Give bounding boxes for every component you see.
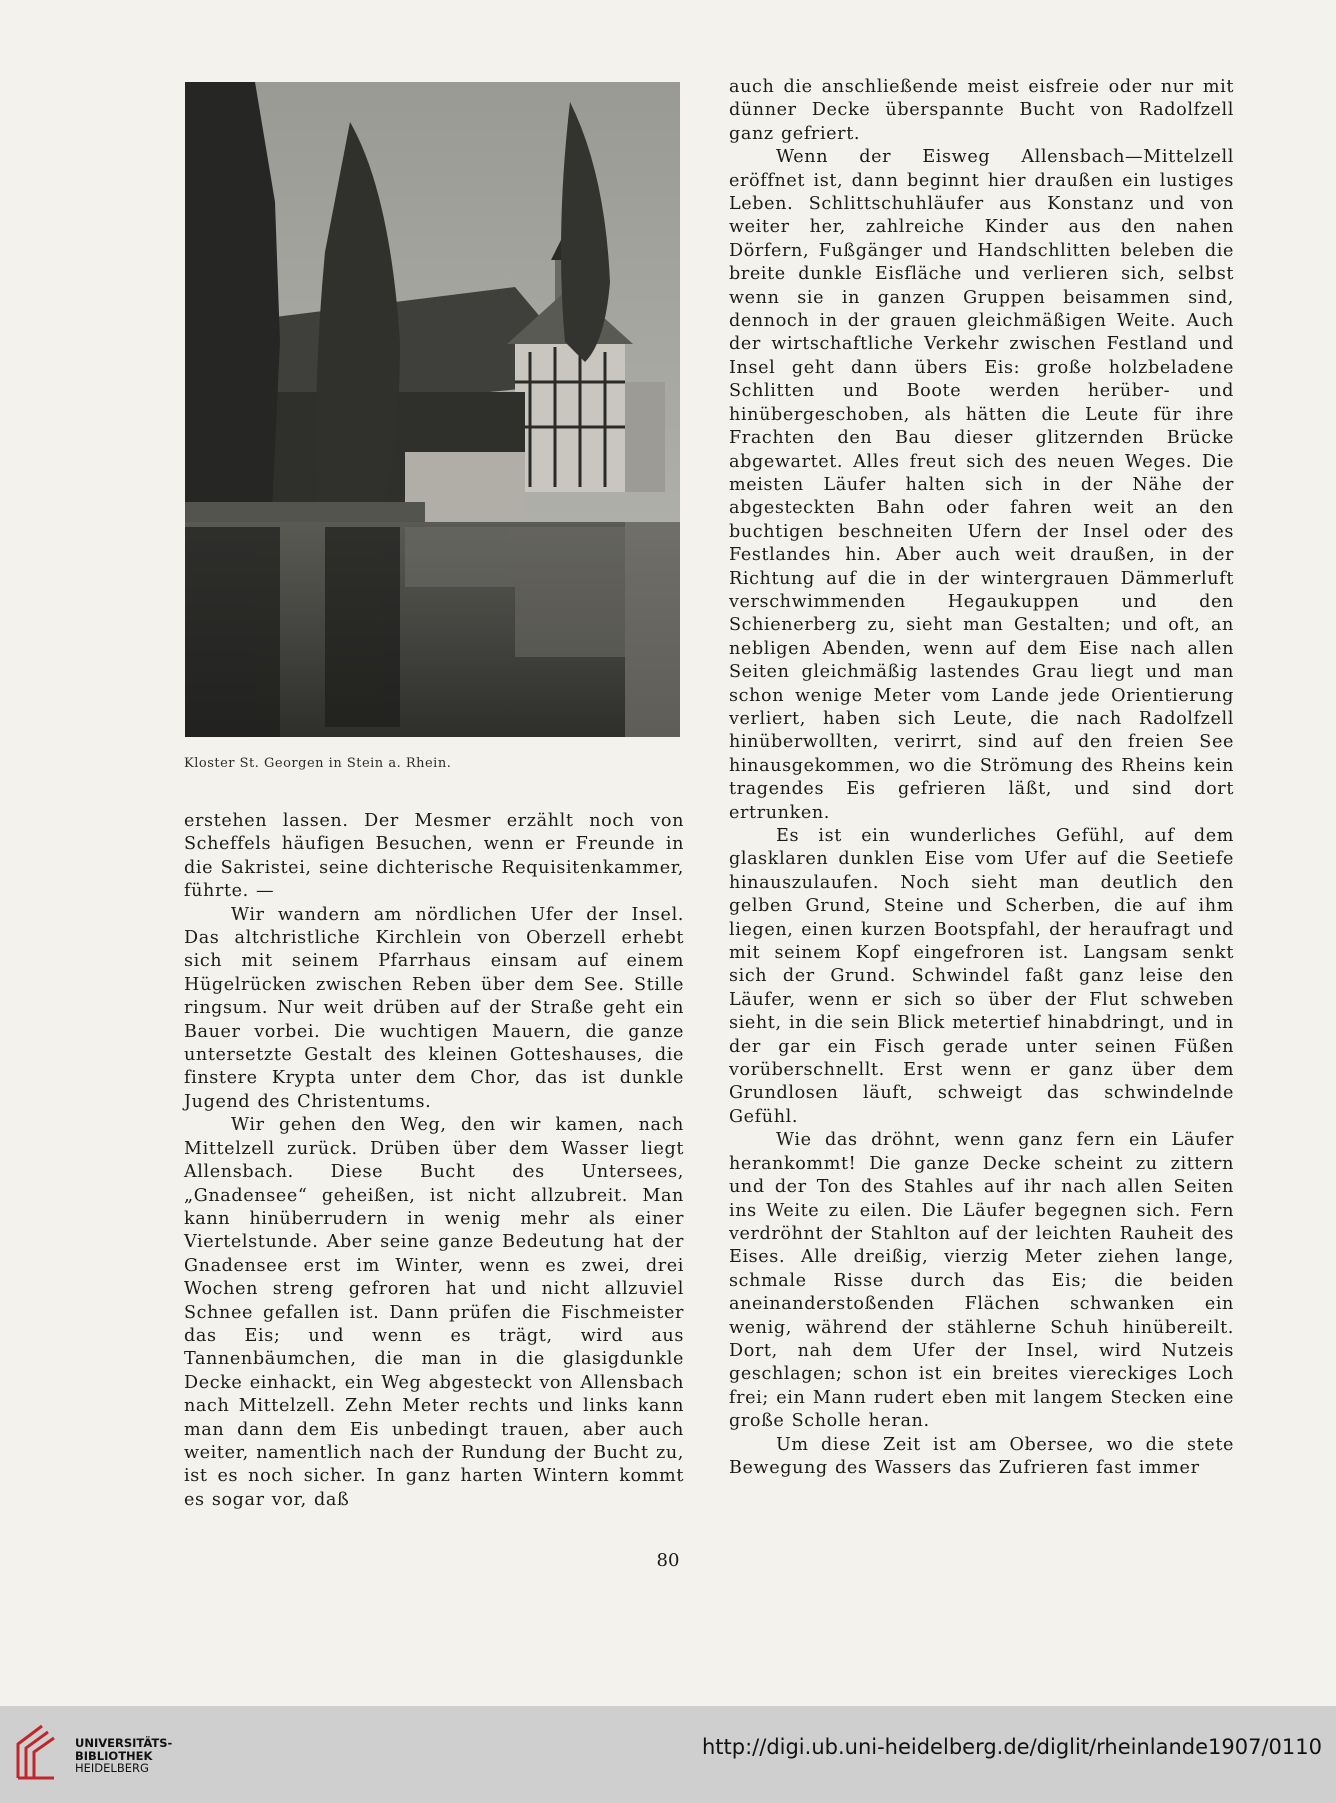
monastery-photo bbox=[185, 82, 680, 737]
paragraph: Wie das dröhnt, wenn ganz fern ein Läufer herankommt! Die ganze Decke scheint zu zittern und der Ton des Stahles auf ihr nach allen Seiten ins Weite zu eilen. Die Läufer begegnen sich. Fern verdröhnt der Stahlton auf der leichten Rauheit des Eises. Alle dreißig, vierzig Meter ziehen lange, schmale Risse durch das Eis; die beiden aneinanderstoßenden Flächen schwanken ein wenig, während der stählerne Schuh hinübereilt. Dort, nah dem Ufer der Insel, wird Nutzeis geschlagen; schon ist ein breites viereckiges Loch frei; ein Mann rudert eben mit langem Stecken eine große Scholle heran. bbox=[729, 1130, 1234, 1432]
library-name-line: UNIVERSITÄTS- bbox=[75, 1736, 173, 1750]
paragraph: Wenn der Eisweg Allensbach—Mittelzell eröffnet ist, dann beginnt hier draußen ein lustiges Leben. Schlittschuhläufer aus Konstanz und von weiter her, zahlreiche Kinder aus den nahen Dörfern, Fußgänger und Handschlitten beleben die breite dunkle Eisfläche und verlieren sich, selbst wenn sie in ganzen Gruppen beisammen sind, dennoch in der grauen gleichmäßigen Weite. Auch der wirtschaftliche Verkehr zwischen Festland und Insel geht dann übers Eis: große holzbeladene Schlitten und Boote werden herüber- und hinübergeschoben, als hätten die Leute für ihre Frachten den Bau dieser glitzernden Brücke abgewartet. Alles freut sich des neuen Weges. Die meisten Läufer halten sich in der Nähe der abgesteckten Bahn oder fahren weit an den buchtigen beschneiten Ufern der Insel oder des Festlandes hin. Aber auch weit draußen, in der Richtung auf die in der wintergrauen Dämmerluft verschwimmenden Hegaukuppen und den Schienerberg zu, sieht man Gestalten; und oft, an nebligen Abenden, wenn auf dem Eise nach allen Seiten gleichmäßig lastendes Grau liegt und man schon wenige Meter vom Lande jede Orientierung verliert, haben sich Leute, die nach Radolfzell hinüberwollten, verirrt, sind auf den freien See hinausgekommen, wo die Strömung des Rheins kein tragendes Eis gefrieren läßt, und sind dort ertrunken. bbox=[729, 147, 1234, 823]
library-footer bbox=[0, 1706, 1336, 1803]
source-url-link[interactable]: http://digi.ub.uni-heidelberg.de/diglit/rheinlande1907/0110 bbox=[701, 1735, 1322, 1759]
photo-image bbox=[185, 82, 680, 737]
library-name-line: BIBLIOTHEK bbox=[75, 1748, 153, 1763]
right-text-column bbox=[729, 76, 1234, 1480]
photo-caption: Kloster St. Georgen in Stein a. Rhein. bbox=[184, 756, 452, 771]
library-name bbox=[75, 1737, 172, 1775]
left-text-column bbox=[184, 810, 684, 1512]
paragraph: Wir wandern am nördlichen Ufer der Insel. Das altchristliche Kirchlein von Oberzell erhebt sich mit seinem Pfarrhaus einsam auf einem Hügelrücken zwischen Reben über dem See. Stille ringsum. Nur weit drüben auf der Straße geht ein Bauer vorbei. Die wuchtigen Mauern, die ganze untersetzte Gestalt des kleinen Gotteshauses, die finstere Krypta unter dem Chor, das ist dunkle Jugend des Christentums. bbox=[184, 904, 684, 1112]
paragraph: Es ist ein wunderliches Gefühl, auf dem glasklaren dunklen Eise vom Ufer auf die Seetiefe hinauszulaufen. Noch sieht man deutlich den gelben Grund, Steine und Scherben, die auf ihm liegen, einen kurzen Bootspfahl, der heraufragt und mit seinem Kopf eingefroren ist. Langsam senkt sich der Grund. Schwindel faßt ganz leise den Läufer, wenn er sich so über der Flut schweben sieht, in die sein Blick metertief hinabdringt, und in der gar ein Fisch gerade unter seinen Füßen vorüberschnellt. Erst wenn er ganz über dem Grundlosen läuft, schweigt das schwindelnde Gefühl. bbox=[729, 826, 1234, 1127]
library-logo-icon bbox=[14, 1722, 60, 1782]
paragraph: Um diese Zeit ist am Obersee, wo die stete Bewegung des Wassers das Zufrieren fast immer bbox=[729, 1434, 1234, 1478]
paragraph: auch die anschließende meist eisfreie oder nur mit dünner Decke überspannte Bucht von Radolfzell ganz gefriert. bbox=[729, 77, 1234, 144]
paragraph: erstehen lassen. Der Mesmer erzählt noch von Scheffels häufigen Besuchen, wenn er Freunde in die Sakristei, seine dichterische Requisitenkammer, führte. — bbox=[184, 811, 684, 902]
paragraph: Wir gehen den Weg, den wir kamen, nach Mittelzell zurück. Drüben über dem Wasser liegt Allensbach. Diese Bucht des Untersees, „Gnadensee“ geheißen, ist nicht allzubreit. Man kann hinüberrudern in wenig mehr als einer Viertelstunde. Aber seine ganze Bedeutung hat der Gnadensee erst im Winter, wenn es zwei, drei Wochen streng gefroren hat und nicht allzuviel Schnee gefallen ist. Dann prüfen die Fischmeister das Eis; und wenn es trägt, wird aus Tannenbäumchen, die man in die glasigdunkle Decke einhackt, ein Weg abgesteckt von Allensbach nach Mittelzell. Zehn Meter rechts und links kann man dann dem Eis unbedingt trauen, aber auch weiter, namentlich nach der Rundung der Bucht zu, ist es noch sicher. In ganz harten Wintern kommt es sogar vor, daß bbox=[184, 1115, 684, 1510]
library-name-line: HEIDELBERG bbox=[75, 1761, 149, 1775]
page-number: 80 bbox=[656, 1550, 680, 1571]
